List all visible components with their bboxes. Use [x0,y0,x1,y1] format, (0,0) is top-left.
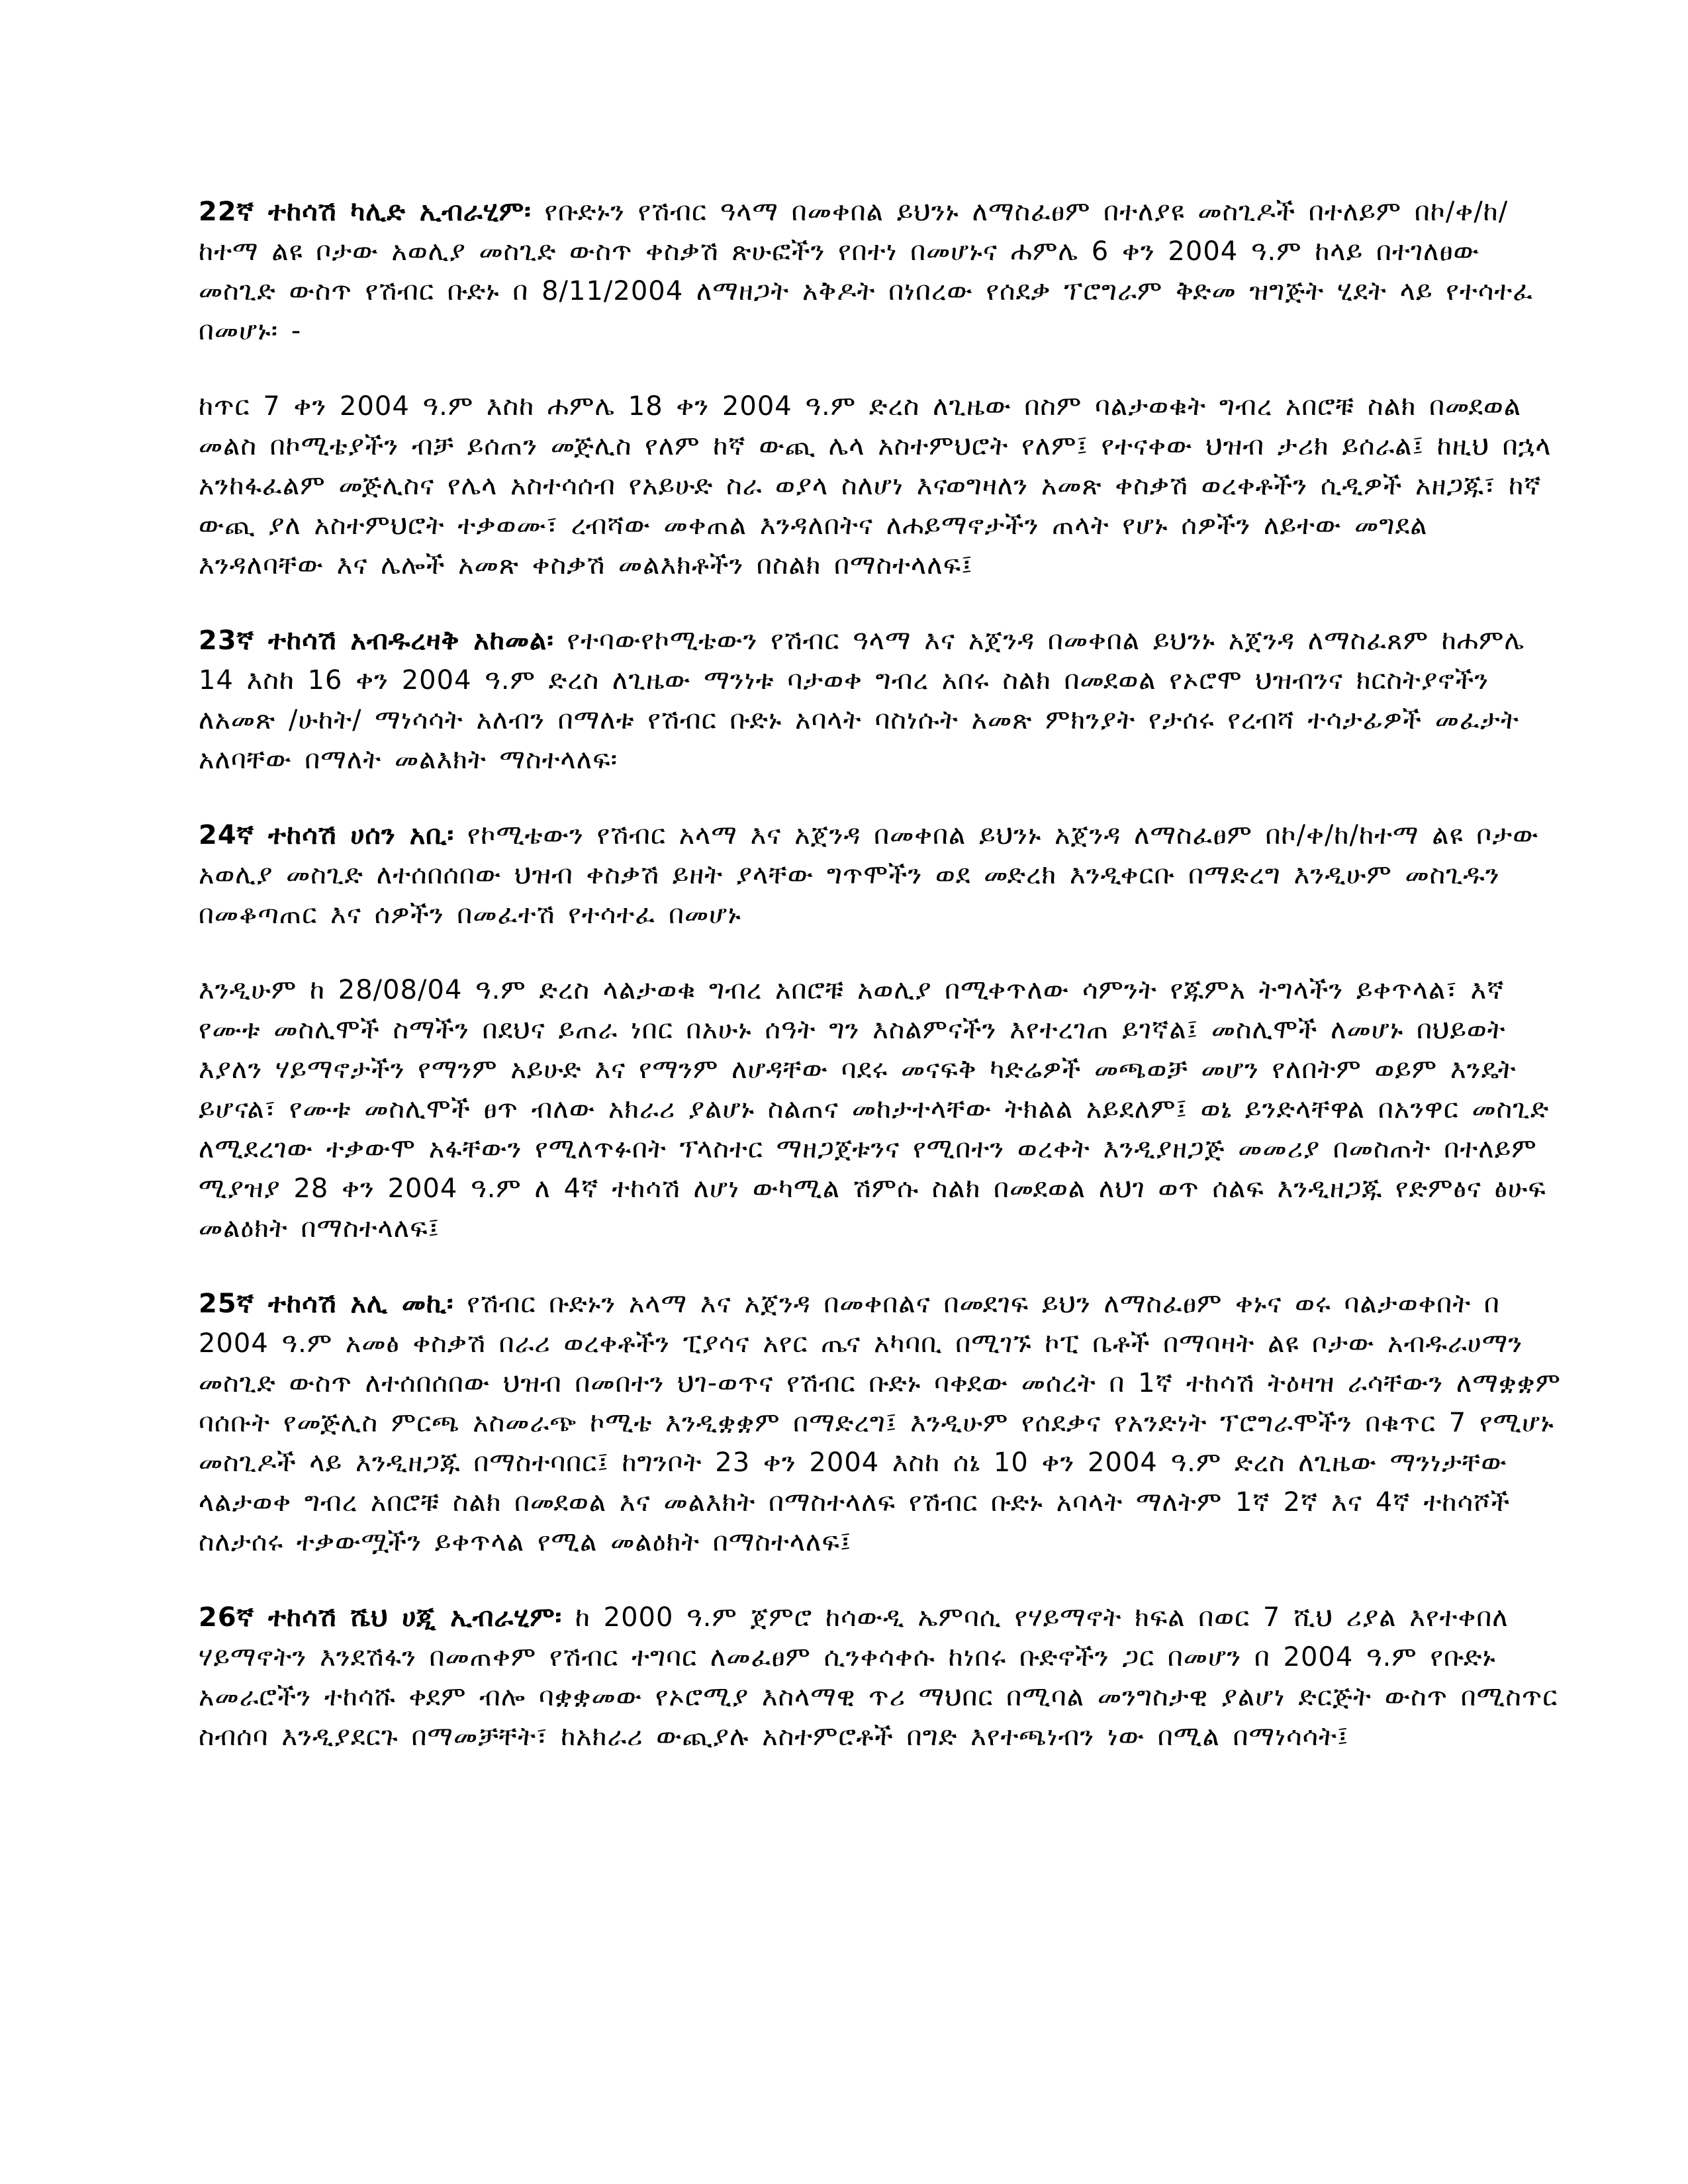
paragraph-defendant-24-actions [199,970,1562,1248]
paragraph-defendant-24 [199,815,1562,934]
paragraph-text: እንዲሁም ከ 28/08/04 ዓ.ም ድረስ ላልታወቁ ግብረ አበሮቹ አወሊያ በሚቀጥለው ሳምንት የጁምአ ትግላችን ይቀጥላል፣ እኛ የሙቱ መስሊሞች ስማችን በደህና ይጠራ ነበር በአሁኑ ሰዓት ግን እስልምናችን እየተረገጠ ይገኛል፤ መስሊሞች ለመሆኑ በህይወት እያለን ሃይማኖታችን የማንም አይሁድ እና የማንም ለሆዳቸው ባደሩ መናፍቅ ካድሬዎች መጫወቻ መሆን የለበትም ወይም እንዴት ይሆናል፣ የሙቱ መስሊሞች ፀጥ ብለው አክራሪ ያልሆኑ ስልጠና መከታተላቸው ትክልል አይደለም፤ ወኔ ይንድላቸዋል በአንዋር መስጊድ ለሚደረገው ተቃውሞ አፋቸውን የሚለጥፉበት ፕላስተር ማዘጋጀቱንና የሚበተን ወረቀት እንዲያዘጋጅ መመሪያ በመስጠት በተለይም ሚያዝያ 28 ቀን 2004 ዓ.ም ለ 4ኛ ተከሳሽ ለሆነ ውካሚል ሽምሱ ስልክ በመደወል ለህገ ወጥ ሰልፍ እንዲዘጋጁ የድምፅና ፅሁፍ መልዕክት በማስተላለፍ፤ [199,975,1550,1244]
paragraph-defendant-22-actions [199,387,1562,585]
paragraph-defendant-26 [199,1598,1562,1756]
paragraph-lead: 25ኛ ተከሳሽ አሊ መኪ፡ [199,1289,454,1319]
paragraph-text: ከጥር 7 ቀን 2004 ዓ.ም እስከ ሐምሌ 18 ቀን 2004 ዓ.ም ድረስ ለጊዜው በስም ባልታወቁት ግብረ አበሮቹ ስልክ በመደወል መልስ በኮሚቴያችን ብቻ ይሰጠን መጅሊስ የለም ከኛ ውጪ ሌላ አስተምህሮት የለም፤ የተናቀው ህዝብ ታሪክ ይሰራል፤ ከዚህ በኋላ አንከፋፈልም መጅሊስና የሌላ አስተሳሰብ የአይሁድ ስራ ወያላ ስለሆነ እናወግዛለን አመጽ ቀስቃሽ ወረቀቶችን ሲዲዎች አዘጋጁ፣ ከኛ ውጪ ያለ አስተምህሮት ተቃወሙ፣ ረብሻው መቀጠል እንዳለበትና ለሐይማኖታችን ጠላት የሆኑ ሰዎችን ለይተው መግደል እንዳለባቸው እና ሌሎች አመጽ ቀስቃሽ መልእክቶችን በስልክ በማስተላለፍ፤ [199,391,1552,580]
paragraph-text: የቡድኑን የሽብር ዓላማ በመቀበል ይህንኑ ለማስፈፀም በተለያዩ መስጊዶች በተለይም በኮ/ቀ/ከ/ከተማ ልዩ ቦታው አወሊያ መስጊድ ውስጥ ቀስቃሽ ጽሁፎችን የበተነ በመሆኑና ሐምሌ 6 ቀን 2004 ዓ.ም ከላይ በተገለፀው መስጊድ ውስጥ የሽብር ቡድኑ በ 8/11/2004 ለማዘጋት አቅዶት በነበረው የሰደቃ ፕሮግራም ቅድመ ዝግጅት ሂደት ላይ የተሳተፈ በመሆኑ፡ - [199,197,1534,346]
paragraph-defendant-25 [199,1284,1562,1562]
paragraph-text: የሽብር ቡድኑን አላማ እና አጀንዳ በመቀበልና በመደገፍ ይህን ለማስፈፀም ቀኑና ወሩ ባልታወቀበት በ 2004 ዓ.ም አመፅ ቀስቃሽ በራሪ ወረቀቶችን ፒያሳና አየር ጤና አካባቢ በሚገኙ ኮፒ ቤቶች በማባዛት ልዩ ቦታው አብዱራሀማን መስጊድ ውስጥ ለተሰበሰበው ህዝብ በመበተን ህገ-ወጥና የሽብር ቡድኑ ባቀደው መሰረት በ 1ኛ ተከሳሽ ትዕዛዝ ራሳቸውን ለማቋቋም ባሰቡት የመጅሊስ ምርጫ አስመራጭ ኮሚቴ እንዲቋቋም በማድረግ፤ እንዲሁም የሰደቃና የአንድነት ፕሮግራሞችን በቁጥር 7 የሚሆኑ መስጊዶች ላይ እንዲዘጋጁ በማስተባበር፤ ከግንቦት 23 ቀን 2004 እስከ ሰኔ 10 ቀን 2004 ዓ.ም ድረስ ለጊዜው ማንነታቸው ላልታወቀ ግብረ አበሮቹ ስልክ በመደወል እና መልእክት በማስተላለፍ የሽብር ቡድኑ አባላት ማለትም 1ኛ 2ኛ እና 4ኛ ተከሳሾች ስለታሰሩ ተቃውሟችን ይቀጥላል የሚል መልዕክት በማስተላለፍ፤ [199,1289,1562,1557]
document-page [199,192,1562,1756]
paragraph-text: ከ 2000 ዓ.ም ጀምሮ ከሳውዲ ኤምባሲ የሃይማኖት ክፍል በወር 7 ሺህ ሪያል እየተቀበለ ሃይማኖትን እንደሽፋን በመጠቀም የሽብር ተግባር ለመፈፀም ሲንቀሳቀሱ ከነበሩ ቡድኖችን ጋር በመሆን በ 2004 ዓ.ም የቡድኑ አመራሮችን ተከሳሹ ቀደም ብሎ ባቋቋመው የኦሮሚያ እስላማዊ ጥሪ ማህበር በሚባል መንግስታዊ ያልሆነ ድርጅት ውስጥ በሚስጥር ስብሰባ እንዲያደርጉ በማመቻቸት፣ ከአክራሪ ውጪያሉ አስተምሮቶች በግድ እየተጫነብን ነው በሚል በማነሳሳት፤ [199,1602,1558,1752]
paragraph-lead: 22ኛ ተከሳሽ ካሊድ ኢብራሂም፡ [199,197,532,227]
paragraph-defendant-22 [199,192,1562,351]
paragraph-text: የተባውየኮሚቴውን የሽብር ዓላማ እና አጀንዳ በመቀበል ይህንኑ አጀንዳ ለማስፈጸም ከሐምሌ 14 እስከ 16 ቀን 2004 ዓ.ም ድረስ ለጊዜው ማንነቱ ባታወቀ ግብረ አበሩ ስልክ በመደወል የኦሮሞ ህዝብንና ክርስትያኖችን ለአመጽ /ሁከት/ ማነሳሳት አለብን በማለቱ የሽብር ቡድኑ አባላት ባስነሱት አመጽ ምክንያት የታሰሩ የረብሻ ተሳታፊዎች መፈታት አለባቸው በማለት መልእክት ማስተላለፍ፡ [199,625,1525,775]
paragraph-defendant-23 [199,621,1562,780]
paragraph-lead: 23ኛ ተከሳሽ አብዱረዛቅ አከመል፡ [199,625,554,656]
paragraph-lead: 26ኛ ተከሳሽ ሼህ ሀጂ ኢብራሂም፡ [199,1602,563,1633]
paragraph-lead: 24ኛ ተከሳሽ ሀሰን አቢ፡ [199,820,455,850]
paragraph-text: የኮሚቴውን የሽብር አላማ እና አጀንዳ በመቀበል ይህንኑ አጀንዳ ለማስፈፀም በኮ/ቀ/ከ/ከተማ ልዩ ቦታው አወሊያ መስጊድ ለተሰበሰበው ህዝብ ቀስቃሽ ይዘት ያላቸው ግጥሞችን ወደ መድረክ እንዲቀርቡ በማድረግ እንዲሁም መስጊዱን በመቆጣጠር እና ሰዎችን በመፈተሽ የተሳተፈ በመሆኑ [199,820,1539,930]
